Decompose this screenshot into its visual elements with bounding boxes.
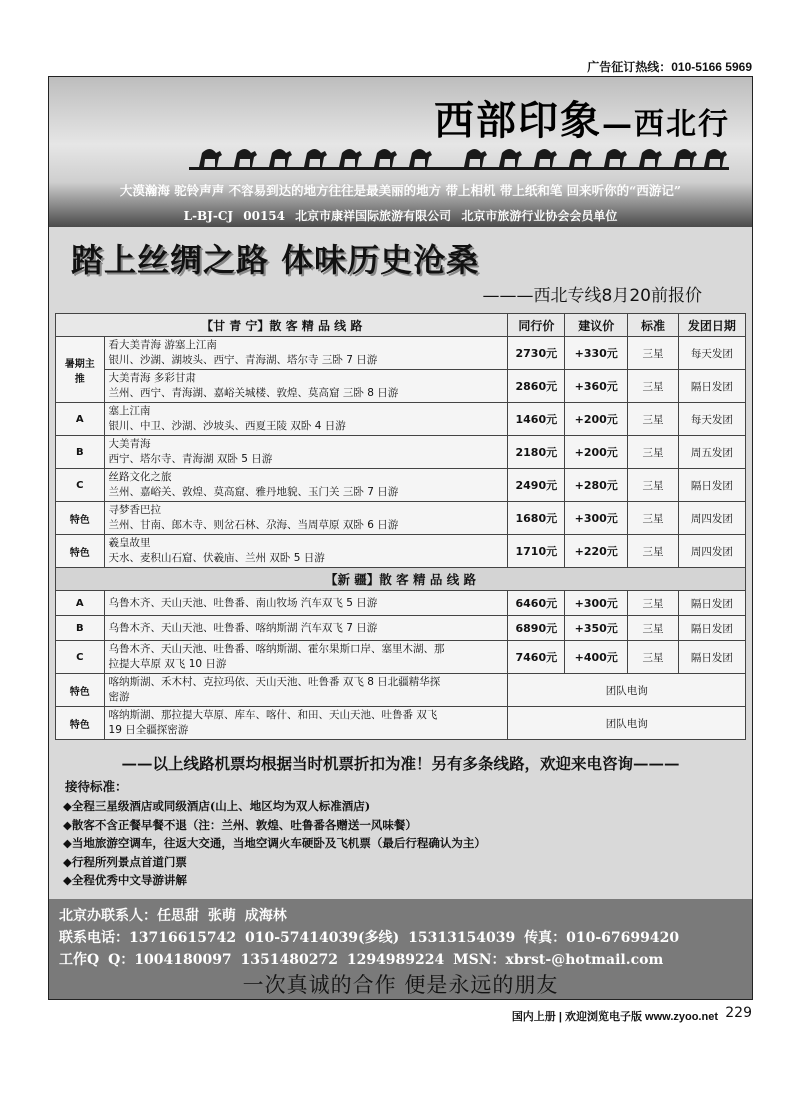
subline: ———西北专线8月20前报价 (482, 286, 702, 306)
suggested-price-cell: +400元 (565, 641, 628, 674)
suggested-price-cell: +350元 (565, 616, 628, 641)
route-detail: 兰州、嘉峪关、敦煌、莫高窟、雅丹地貌、玉门关 三卧 7 日游 (108, 486, 399, 498)
route-title: 塞上江南 (108, 405, 151, 417)
route-detail: 19 日全疆探密游 (108, 724, 189, 736)
standard-cell: 三星 (628, 591, 679, 616)
suggested-price-cell: +280元 (565, 469, 628, 502)
route-cell (104, 707, 508, 740)
route-title: 寻梦香巴拉 (108, 504, 162, 516)
route-cell (104, 337, 508, 370)
advertisement-frame (48, 76, 753, 1000)
header-peer-price: 同行价 (508, 314, 565, 337)
standard-cell: 三星 (628, 337, 679, 370)
standard-item: ◆ 行程所列景点首道门票 (63, 853, 486, 872)
peer-price-cell: 1460元 (508, 403, 565, 436)
category-cell: 暑期主推 (56, 337, 105, 403)
table-row (56, 403, 746, 436)
title-sub: 西北行 (634, 107, 730, 142)
standard-cell: 三星 (628, 535, 679, 568)
suggested-price-cell: +200元 (565, 436, 628, 469)
route-detail: 银川、中卫、沙湖、沙坡头、西夏王陵 双卧 4 日游 (108, 420, 346, 432)
peer-price-cell: 1680元 (508, 502, 565, 535)
route-cell (104, 436, 508, 469)
standard-cell: 三星 (628, 403, 679, 436)
header-section1: 【甘 青 宁】散 客 精 品 线 路 (56, 314, 508, 337)
departure-cell: 隔日发团 (678, 641, 745, 674)
route-title: 喀纳斯湖、禾木村、克拉玛依、天山天池、吐鲁番 双飞 8 日北疆精华探 (108, 676, 441, 688)
table-row (56, 641, 746, 674)
route-title: 乌鲁木齐、天山天池、吐鲁番、喀纳斯湖、霍尔果斯口岸、塞里木湖、那 (108, 643, 445, 655)
title-dash: — (602, 107, 634, 142)
route-detail: 兰州、西宁、青海湖、嘉峪关城楼、敦煌、莫高窟 三卧 8 日游 (108, 387, 399, 399)
section-header-xinjiang (56, 568, 746, 591)
standard-cell: 三星 (628, 469, 679, 502)
departure-cell: 每天发团 (678, 403, 745, 436)
table-row (56, 535, 746, 568)
peer-price-cell: 2860元 (508, 370, 565, 403)
motto: 一次真诚的合作 便是永远的朋友 (242, 973, 559, 997)
header-banner (49, 77, 752, 227)
departure-cell: 周五发团 (678, 436, 745, 469)
table-row (56, 370, 746, 403)
category-cell: 特色 (56, 502, 105, 535)
category-cell: 特色 (56, 535, 105, 568)
route-cell (104, 502, 508, 535)
table-row (56, 502, 746, 535)
route-title: 乌鲁木齐、天山天池、吐鲁番、喀纳斯湖 汽车双飞 7 日游 (108, 621, 378, 634)
route-detail: 密游 (108, 691, 130, 703)
group-inquiry-cell: 团队电询 (508, 707, 746, 740)
table-row (56, 674, 746, 707)
route-cell (104, 370, 508, 403)
route-detail: 兰州、甘南、郎木寺、则岔石林、尕海、当周草原 双卧 6 日游 (108, 519, 399, 531)
table-row (56, 707, 746, 740)
standard-cell: 三星 (628, 616, 679, 641)
standard-cell: 三星 (628, 370, 679, 403)
route-title: 大美青海 多彩甘肃 (108, 372, 196, 384)
peer-price-cell: 2490元 (508, 469, 565, 502)
category-cell: 特色 (56, 707, 105, 740)
route-cell (104, 403, 508, 436)
table-header-row (56, 314, 746, 337)
route-title: 乌鲁木齐、天山天池、吐鲁番、南山牧场 汽车双飞 5 日游 (108, 596, 378, 609)
suggested-price-cell: +330元 (565, 337, 628, 370)
route-cell (104, 591, 508, 616)
camel-caravan-silhouette (189, 133, 729, 173)
route-cell (104, 641, 508, 674)
peer-price-cell: 2180元 (508, 436, 565, 469)
table-row (56, 436, 746, 469)
route-detail: 银川、沙湖、湖坡头、西宁、青海湖、塔尔寺 三卧 7 日游 (108, 354, 378, 366)
table-row (56, 616, 746, 641)
table-row (56, 469, 746, 502)
standards-list (63, 797, 486, 890)
header-suggested-price: 建议价 (565, 314, 628, 337)
contact-phones: 联系电话：13716615742 010-57414039(多线) 15313154039 传真：010-67699420 (59, 930, 680, 946)
departure-cell: 隔日发团 (678, 591, 745, 616)
peer-price-cell: 1710元 (508, 535, 565, 568)
suggested-price-cell: +220元 (565, 535, 628, 568)
route-price-table (55, 313, 746, 740)
suggested-price-cell: +360元 (565, 370, 628, 403)
category-cell: 特色 (56, 674, 105, 707)
peer-price-cell: 7460元 (508, 641, 565, 674)
departure-cell: 隔日发团 (678, 469, 745, 502)
route-title: 喀纳斯湖、那拉提大草原、库车、喀什、和田、天山天池、吐鲁番 双飞 (108, 709, 438, 721)
category-cell: A (56, 591, 105, 616)
departure-cell: 每天发团 (678, 337, 745, 370)
departure-cell: 周四发团 (678, 502, 745, 535)
standard-cell: 三星 (628, 641, 679, 674)
peer-price-cell: 6890元 (508, 616, 565, 641)
header-standard: 标准 (628, 314, 679, 337)
standard-item: ◆ 当地旅游空调车，往返大交通，当地空调火车硬卧及飞机票（最后行程确认为主） (63, 834, 486, 853)
route-cell (104, 469, 508, 502)
standard-item: ◆ 全程优秀中文导游讲解 (63, 871, 486, 890)
departure-cell: 隔日发团 (678, 370, 745, 403)
header-departure: 发团日期 (678, 314, 745, 337)
suggested-price-cell: +300元 (565, 502, 628, 535)
category-cell: A (56, 403, 105, 436)
page-number: 229 (725, 1005, 752, 1021)
route-detail: 拉提大草原 双飞 10 日游 (108, 658, 227, 670)
headline: 踏上丝绸之路 体味历史沧桑 (71, 241, 480, 279)
table-row (56, 337, 746, 370)
title-main: 西部印象 (434, 97, 602, 144)
notice-line: ——以上线路机票均根据当时机票折扣为准！另有多条线路，欢迎来电咨询——— (121, 754, 680, 773)
standard-cell: 三星 (628, 436, 679, 469)
peer-price-cell: 6460元 (508, 591, 565, 616)
section2-title: 【新 疆】散 客 精 品 线 路 (56, 568, 746, 591)
standards-title: 接待标准： (65, 779, 128, 794)
standard-item: ◆ 散客不含正餐早餐不退（注：兰州、敦煌、吐鲁番各赠送一风味餐） (63, 816, 486, 835)
departure-cell: 隔日发团 (678, 616, 745, 641)
route-title: 丝路文化之旅 (108, 471, 172, 483)
category-cell: B (56, 616, 105, 641)
suggested-price-cell: +200元 (565, 403, 628, 436)
category-cell: C (56, 641, 105, 674)
ad-hotline: 广告征订热线：010-5166 5969 (587, 60, 752, 74)
route-cell (104, 674, 508, 707)
departure-cell: 周四发团 (678, 535, 745, 568)
route-detail: 西宁、塔尔寺、青海湖 双卧 5 日游 (108, 453, 273, 465)
route-title: 大美青海 (108, 438, 151, 450)
route-cell (104, 535, 508, 568)
route-title: 看大美青海 游塞上江南 (108, 339, 217, 351)
category-cell: B (56, 436, 105, 469)
banner-slogan: 大漠瀚海 驼铃声声 不容易到达的地方往往是最美丽的地方 带上相机 带上纸和笔 回来听你的“西游记” (119, 183, 682, 198)
group-inquiry-cell: 团队电询 (508, 674, 746, 707)
licence-line: L-BJ-CJ 00154 北京市康祥国际旅游有限公司 北京市旅游行业协会会员单位 (183, 209, 618, 223)
suggested-price-cell: +300元 (565, 591, 628, 616)
route-cell (104, 616, 508, 641)
footer-text: 国内上册 | 欢迎浏览电子版 www.zyoo.net (511, 1011, 718, 1023)
table-row (56, 591, 746, 616)
peer-price-cell: 2730元 (508, 337, 565, 370)
route-title: 羲皇故里 (108, 537, 151, 549)
category-cell: C (56, 469, 105, 502)
contact-people: 北京办联系人：任思甜 张萌 成海林 (59, 908, 287, 924)
standard-cell: 三星 (628, 502, 679, 535)
route-detail: 天水、麦积山石窟、伏羲庙、兰州 双卧 5 日游 (108, 552, 325, 564)
standard-item: ◆ 全程三星级酒店或同级酒店(山上、地区均为双人标准酒店) (63, 797, 486, 816)
contact-qq-msn: 工作Q Q：1004180097 1351480272 1294989224 MSN：xbrst-@hotmail.com (59, 952, 664, 968)
